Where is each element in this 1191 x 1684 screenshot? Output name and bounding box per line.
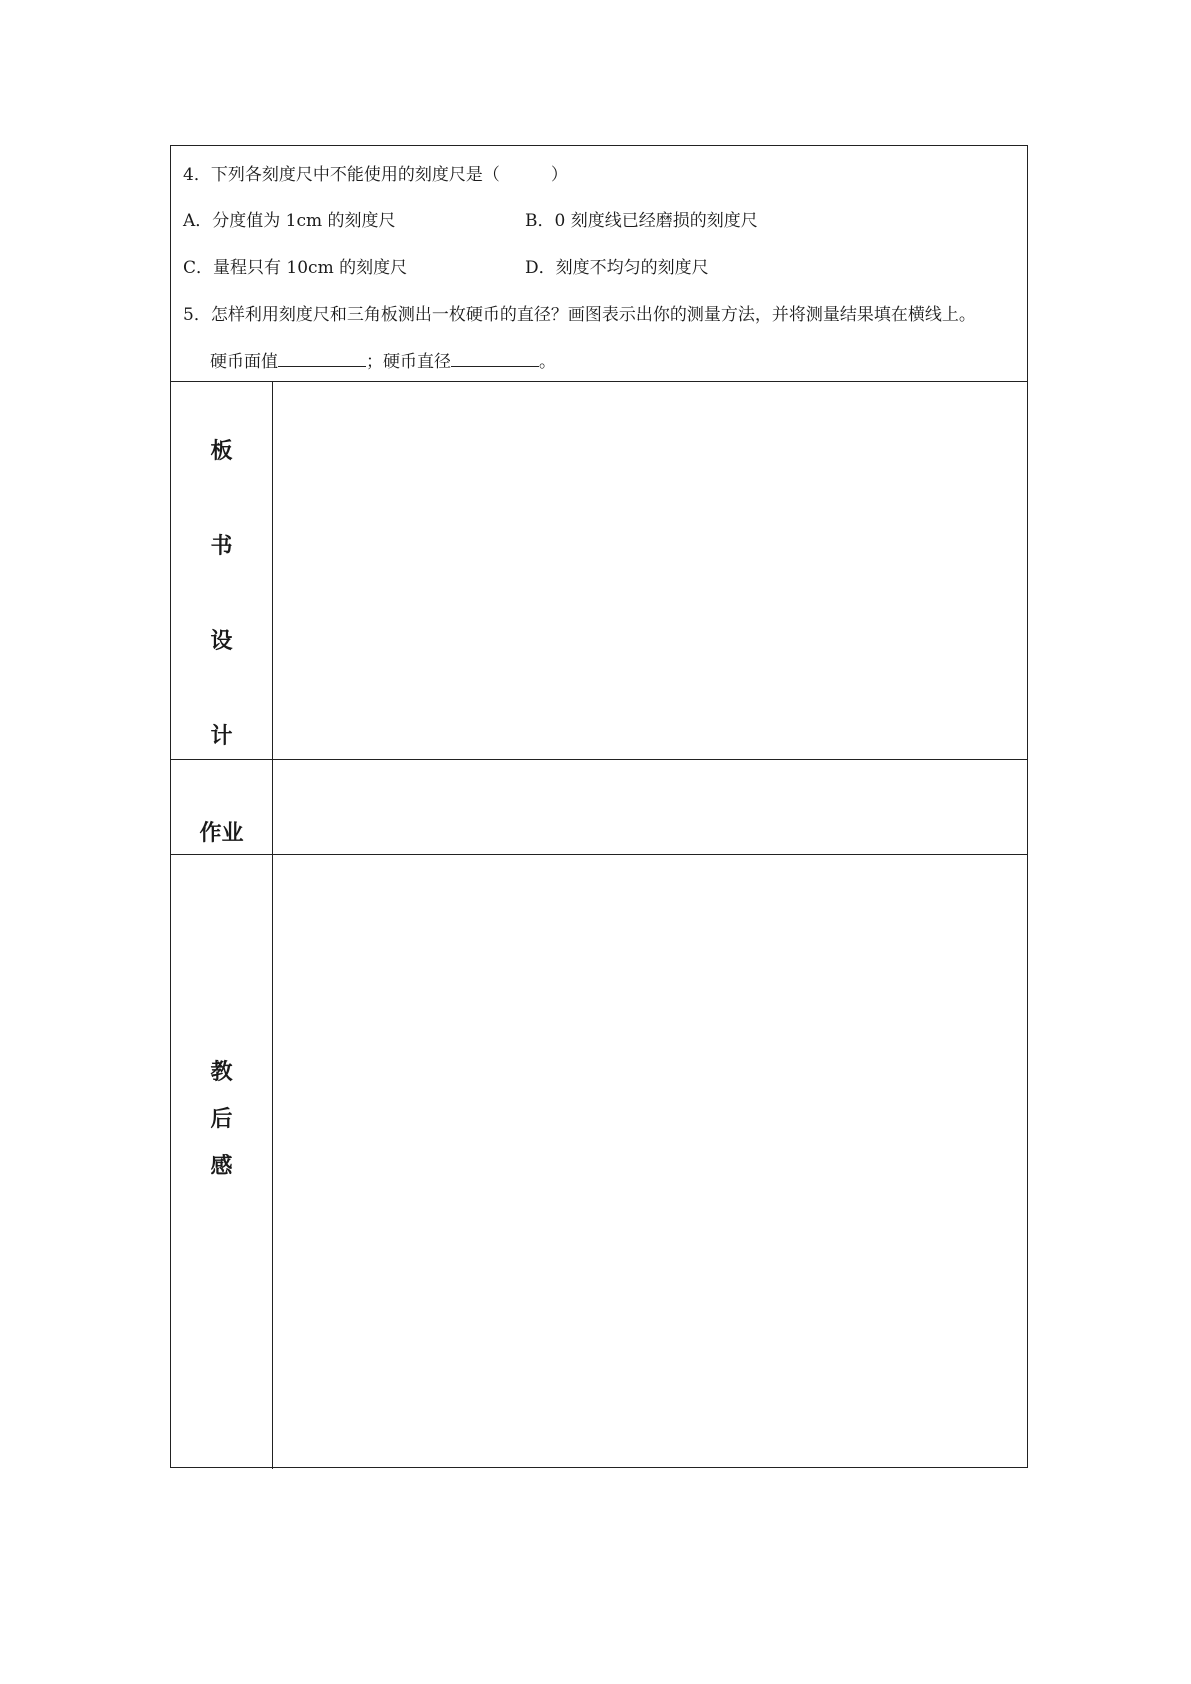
- reflection-char-3: 感: [210, 1154, 233, 1179]
- q4-option-d: D．刻度不均匀的刻度尺: [525, 258, 709, 278]
- q5-answer-line: [210, 347, 556, 372]
- q4-stem: 4．下列各刻度尺中不能使用的刻度尺是（ ）: [183, 165, 568, 185]
- question-block: [171, 146, 1027, 382]
- board-char-2: 书: [210, 534, 233, 559]
- reflection-char-1: 教: [210, 1060, 233, 1085]
- board-design-row: [171, 382, 1027, 760]
- q5-stem: 5．怎样利用刻度尺和三角板测出一枚硬币的直径？画图表示出你的测量方法，并将测量结果填在横线上。: [183, 305, 976, 325]
- board-char-3: 设: [210, 629, 233, 654]
- coin-value-blank[interactable]: [278, 350, 366, 367]
- homework-text: 作业: [199, 821, 244, 846]
- coin-diameter-label: ；硬币直径: [366, 352, 451, 372]
- lesson-plan-table: [170, 145, 1028, 1468]
- homework-label: [171, 760, 273, 854]
- board-design-label: [171, 382, 273, 759]
- q4-option-a: A．分度值为 1cm 的刻度尺: [183, 211, 396, 231]
- coin-diameter-blank[interactable]: [451, 350, 539, 367]
- board-design-content[interactable]: [273, 382, 1027, 759]
- q4-option-b: B．0 刻度线已经磨损的刻度尺: [525, 211, 758, 231]
- reflection-char-2: 后: [210, 1107, 233, 1132]
- board-char-1: 板: [210, 439, 233, 464]
- board-char-4: 计: [210, 724, 233, 749]
- homework-row: [171, 760, 1027, 855]
- reflection-label: [171, 855, 273, 1469]
- homework-content[interactable]: [273, 760, 1027, 854]
- answer-end: 。: [539, 352, 556, 372]
- q4-option-c: C．量程只有 10cm 的刻度尺: [183, 258, 408, 278]
- coin-value-label: 硬币面值: [210, 352, 278, 372]
- reflection-content[interactable]: [273, 855, 1027, 1469]
- reflection-row: [171, 855, 1027, 1469]
